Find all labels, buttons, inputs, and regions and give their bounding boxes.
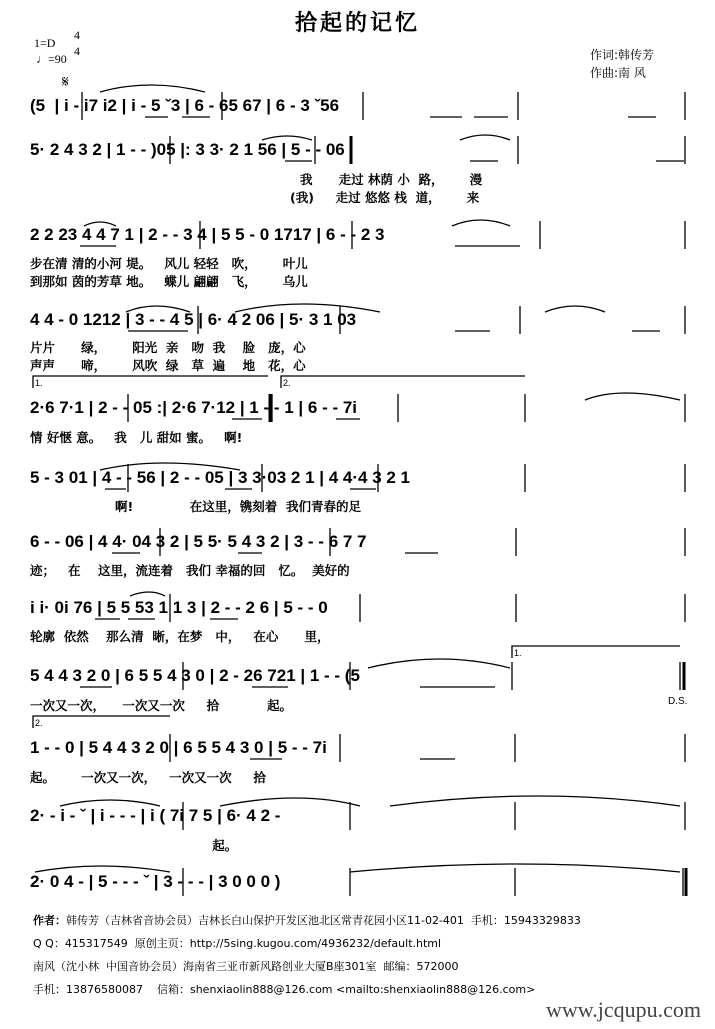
notes-row-7: 6 - - 06 | 4 4· 04 3 2 | 5 5· 5 4 3 2 | 3 - - 6 7 7 [30, 532, 367, 551]
key-signature: 1=D [34, 36, 56, 50]
lyrics-row-3-verse-2: 到那如 茵的芳草 地。 蝶儿 翩翩 飞， 乌儿 [30, 274, 308, 289]
footer-contact-line: 手机：13876580087 信箱：shenxiaolin888@126.com <mailto:shenxiaolin888@126.com> [33, 983, 536, 996]
notes-row-6: 5 - 3 01 | 4 - - 56 | 2 - - 05 | 3 3·03 2 1 | 4 4·4 3 2 1 [30, 468, 411, 487]
time-signature-bottom: 4 [74, 44, 80, 58]
lyrics-row-4-verse-2: 声声 啼， 风吹 绿 草 遍 地 花，心 [30, 358, 306, 373]
notes-row-3: 2 2 23 4 4 7 1 | 2 - - 3 4 | 5 5 - 0 1717 | 6 - - 2 3 [30, 225, 385, 244]
notes-row-9: 5 4 4 3 2 0 | 6 5 5 4 3 0 | 2 - 26 721 | 1 - - (5 [30, 666, 360, 685]
lyrics-row-6: 啊! 在这里，镌刻着 我们青春的足 [115, 499, 361, 514]
lyrics-row-11: 起。 [160, 838, 238, 853]
lyrics-row-3-verse-1: 步在清 清的小河 堤。 风儿 轻轻 吹， 叶儿 [30, 256, 308, 271]
composer-credit: 作曲:南 风 [590, 66, 646, 80]
lyrics-row-7: 迹； 在 这里，流连着 我们 幸福的回 忆。 美好的 [30, 563, 350, 578]
notes-row-11: 2· - i - ˇ | i - - - | i ( 7i 7 5 | 6· 4 2 - [30, 806, 281, 825]
notes-row-2: 5· 2 4 3 2 | 1 - - )05 |: 3 3· 2 1 56 | 5 - - 06 [30, 140, 345, 159]
tempo-marking: ♩=90 [36, 52, 67, 66]
volta-2-label: 2. [283, 378, 291, 388]
lyrics-row-10: 起。 一次又一次， 一次又一次 拾 [30, 770, 266, 785]
notes-row-12: 2· 0 4 - | 5 - - - ˇ | 3 - - - | 3 0 0 0 ) [30, 872, 281, 891]
lyrics-row-5: 情 好惬 意。 我 儿 甜如 蜜。 啊! [30, 430, 243, 445]
dal-segno-mark: D.S. [668, 696, 688, 707]
notes-row-5: 2·6 7·1 | 2 - - 05 :| 2·6 7·12 | 1 - - 1 | 6 - - 7i [30, 398, 358, 417]
lyricist-credit: 作词:韩传芳 [590, 48, 655, 62]
footer-author-line [33, 912, 581, 928]
volta-2-label-row-10: 2. [35, 718, 43, 728]
footer-author-text: 韩传芳（吉林省音协会员）吉林长白山保护开发区池北区常青花园小区11-02-401 手机：15943329833 [66, 914, 581, 927]
lyrics-row-9: 一次又一次， 一次又一次 拾 起。 [30, 698, 293, 713]
notes-row-4: 4 4 - 0 1212 | 3 - - 4 5 | 6· 4 2 06 | 5· 3 1 03 [30, 310, 357, 329]
watermark: www.jcqupu.com [546, 997, 701, 1022]
footer-composer-line: 南风（沈小林 中国音协会员）海南省三亚市新风路创业大厦B座301室 邮编：572000 [33, 960, 459, 973]
lyrics-row-4-verse-1: 片片 绿， 阳光 亲 吻 我 脸 庞，心 [30, 340, 306, 355]
footer-author-label: 作者： [33, 914, 66, 927]
notes-row-1: (5 | i - i7 i2 | i - 5 ˇ3 | 6 - 65 67 | 6 - 3 ˇ56 [30, 96, 340, 115]
volta-1-label: 1. [35, 378, 43, 388]
lyrics-row-2-verse-2: (我) 走过 悠悠 栈 道， 来 [290, 190, 480, 205]
notes-row-8: i i· 0i 76 | 5 5 53 1 1 3 | 2 - - 2 6 | 5 - - 0 [30, 598, 328, 617]
footer-qq-line: Q Q：415317549 原创主页：http://5sing.kugou.com/4936232/default.html [33, 937, 442, 950]
lyrics-row-8: 轮廓 依然 那么清 晰，在梦 中， 在心 里， [30, 629, 330, 644]
volta-1-label-row-9: 1. [514, 648, 522, 658]
lyrics-row-2-verse-1: 我 走过 林荫 小 路， 漫 [300, 172, 483, 187]
song-title: 拾起的记忆 [294, 10, 420, 36]
notes-row-10: 1 - - 0 | 5 4 4 3 2 0 | 6 5 5 4 3 0 | 5 - - 7i [30, 738, 327, 757]
time-signature-top: 4 [74, 28, 80, 42]
segno-sign: 𝄋 [62, 72, 69, 91]
